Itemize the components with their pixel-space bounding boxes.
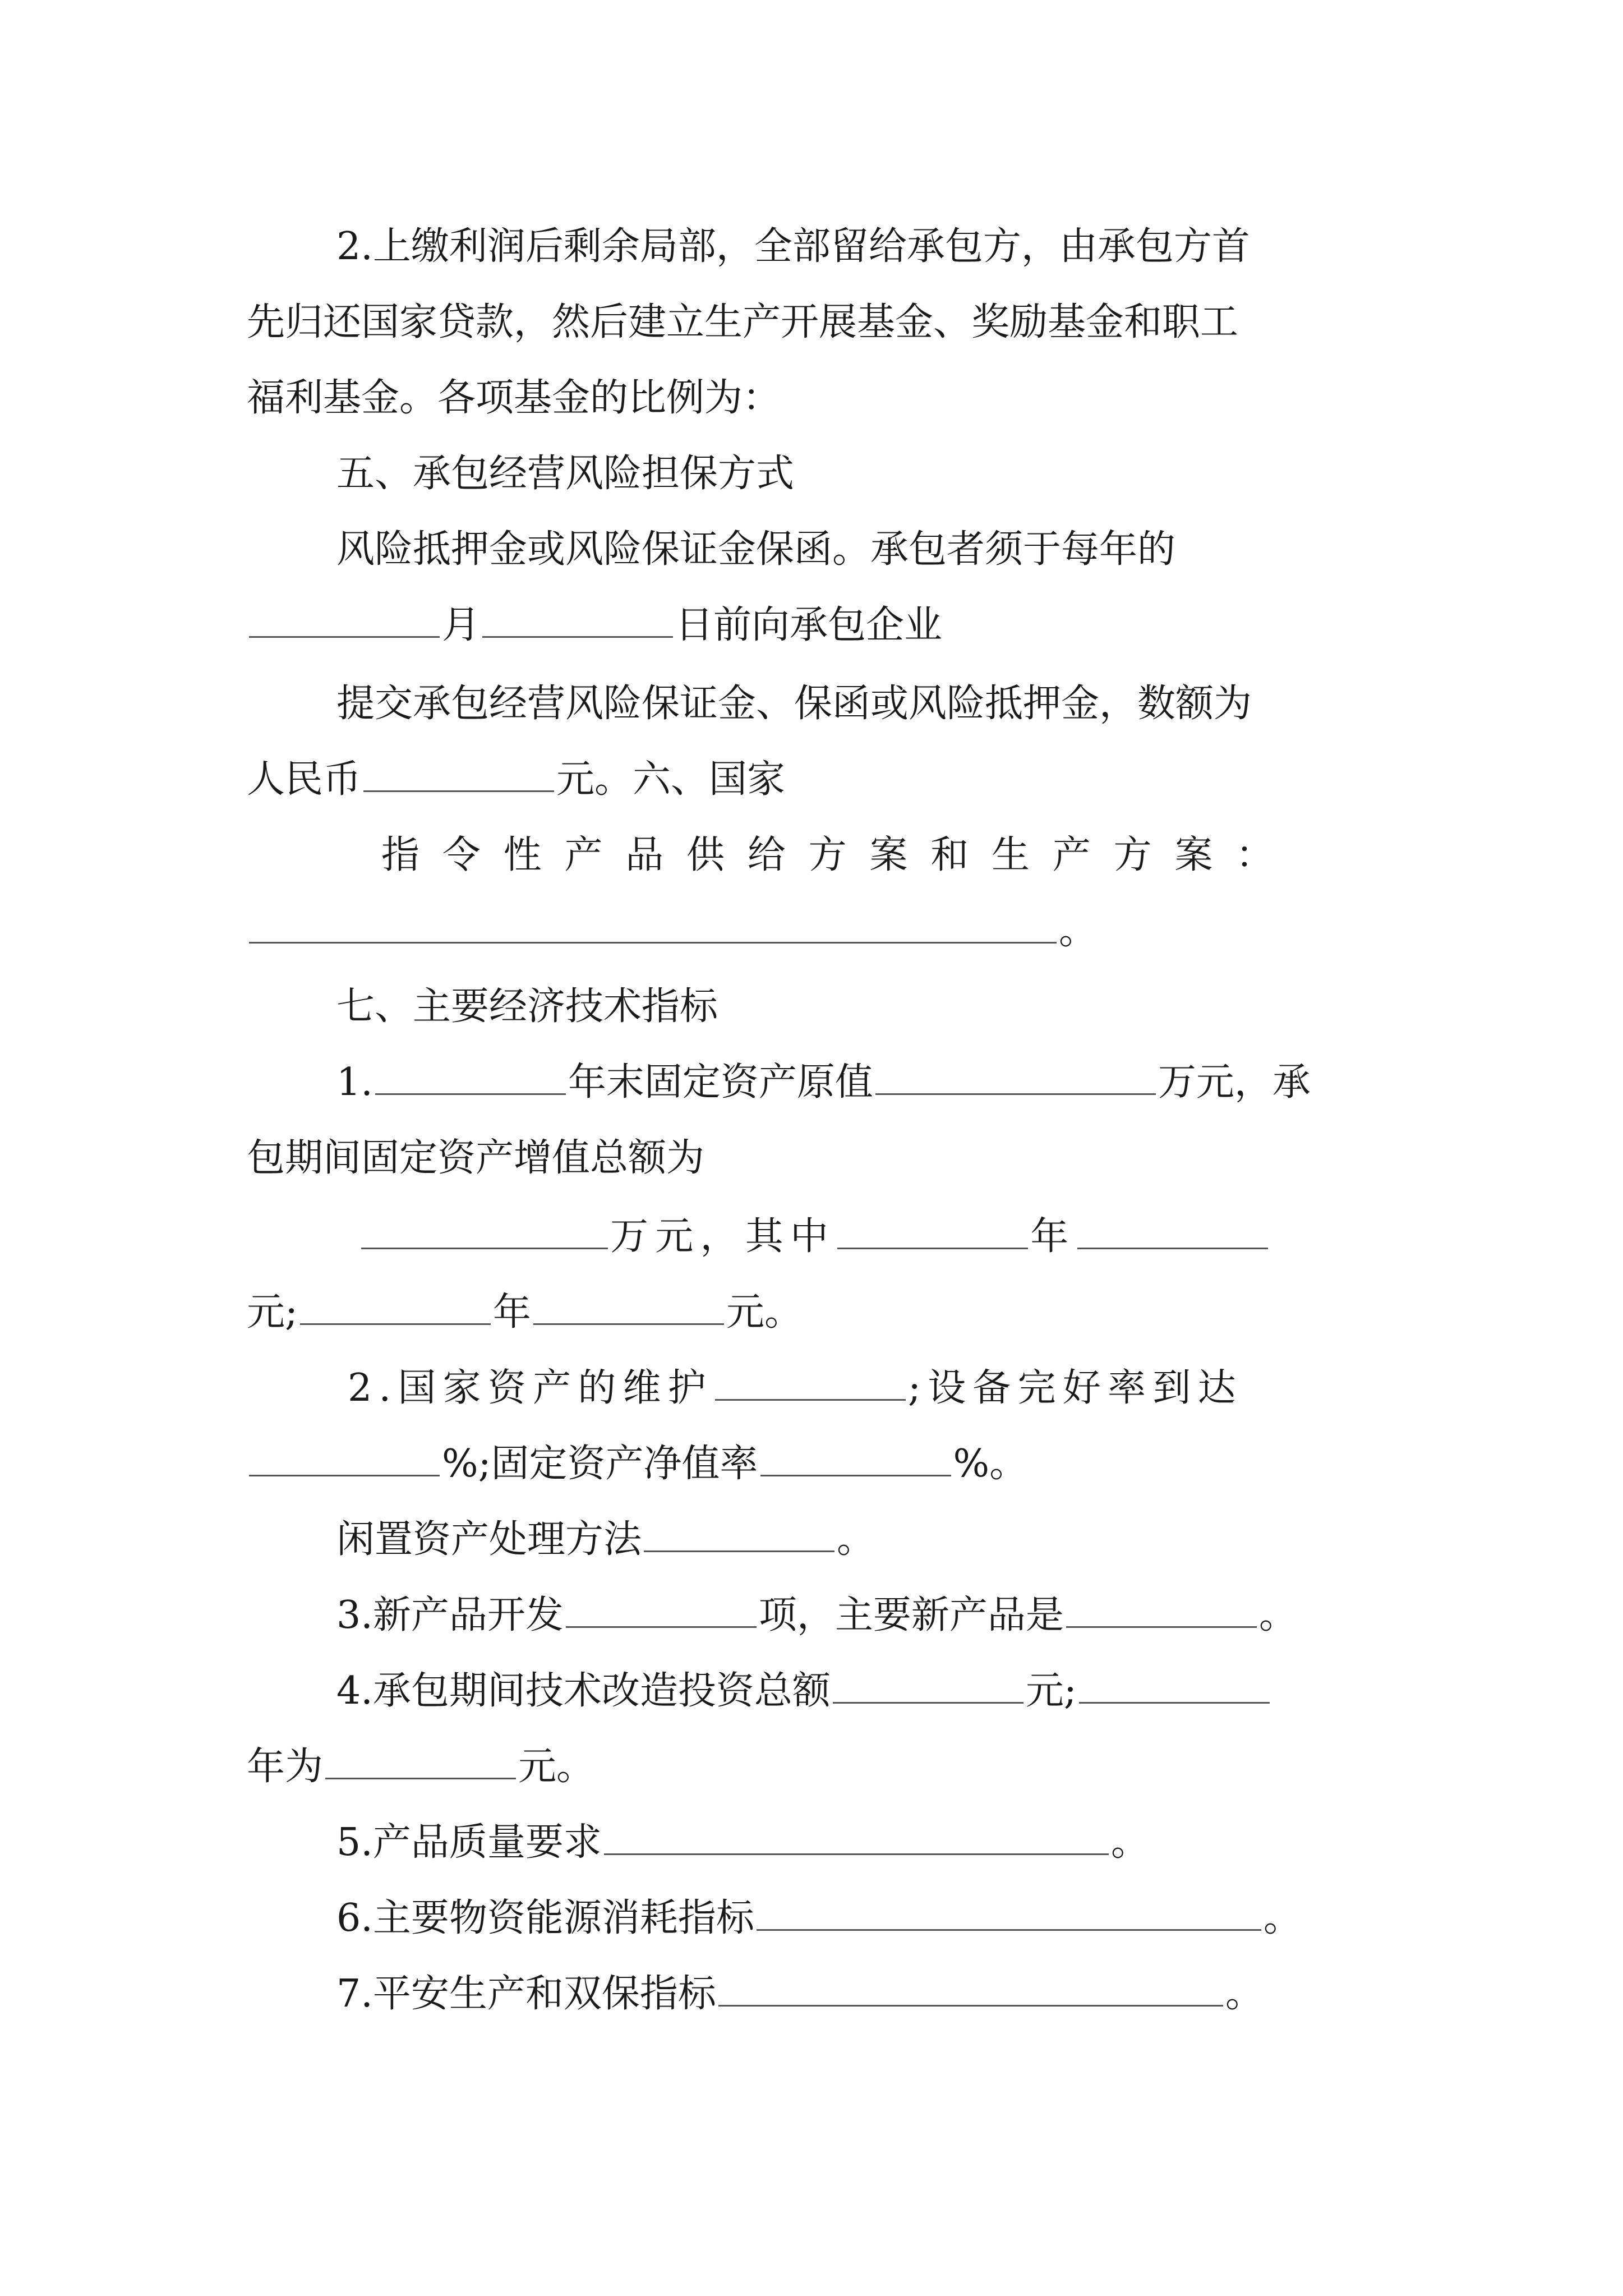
text-line — [0, 1512, 1623, 1568]
fill-in-blank[interactable] — [757, 1894, 1261, 1931]
fill-in-blank[interactable] — [760, 1440, 951, 1476]
text-line — [0, 1890, 1623, 1947]
text-line — [0, 1055, 1623, 1111]
text-line — [0, 1663, 1623, 1719]
text-line — [0, 1130, 1623, 1186]
text-segment: 先归还国家贷款，然后建立生产开展基金、奖励基金和职工 — [247, 300, 1239, 344]
text-segment: 。 — [1258, 1593, 1297, 1637]
text-segment: 日前向承包企业 — [675, 603, 943, 647]
text-segment: 元。六、国家 — [556, 757, 786, 802]
text-line — [0, 1739, 1623, 1795]
text-segment: 。 — [1110, 1820, 1149, 1865]
text-line — [0, 1360, 1623, 1416]
text-segment: 七、主要经济技术指标 — [336, 984, 718, 1029]
text-segment: 福利基金。各项基金的比例为： — [247, 376, 781, 420]
text-segment: 2.上缴利润后剩余局部，全部留给承包方，由承包方首 — [336, 224, 1250, 269]
text-line — [0, 522, 1623, 578]
text-line — [0, 446, 1623, 502]
text-segment: %。 — [953, 1442, 1028, 1486]
text-line — [0, 676, 1623, 732]
text-line — [0, 597, 1623, 654]
text-segment: 3.新产品开发 — [336, 1593, 564, 1637]
text-segment: 2.国家资产的维护 — [348, 1366, 713, 1410]
text-line — [0, 295, 1623, 351]
text-segment: 万元，承 — [1158, 1060, 1311, 1105]
text-segment: 闲置资产处理方法 — [336, 1517, 642, 1562]
fill-in-blank[interactable] — [249, 1440, 440, 1476]
fill-in-blank[interactable] — [249, 601, 440, 638]
fill-in-blank[interactable] — [325, 1743, 516, 1779]
text-segment: 包期间固定资产增值总额为 — [247, 1136, 705, 1180]
text-line — [0, 1285, 1623, 1341]
text-segment: 年末固定资产原值 — [568, 1060, 873, 1105]
text-segment: 4.承包期间技术改造投资总额 — [336, 1669, 831, 1713]
text-segment: 。 — [837, 1517, 875, 1562]
text-segment: 元。 — [726, 1290, 803, 1335]
text-segment: 年 — [1030, 1214, 1076, 1259]
text-line — [0, 370, 1623, 426]
fill-in-blank[interactable] — [361, 1213, 608, 1249]
text-segment: 元; — [247, 1290, 298, 1335]
text-segment: 年 — [492, 1290, 531, 1335]
text-line — [0, 827, 1623, 884]
fill-in-blank[interactable] — [1079, 1667, 1270, 1704]
text-line — [0, 979, 1623, 1035]
text-segment: 元; — [1025, 1669, 1077, 1713]
text-segment: 5.产品质量要求 — [336, 1820, 602, 1865]
text-line — [0, 1588, 1623, 1644]
text-line — [0, 1436, 1623, 1492]
text-segment: 风险抵押金或风险保证金保函。承包者须于每年的 — [336, 527, 1176, 572]
text-line — [0, 219, 1623, 275]
text-segment: 。 — [1059, 909, 1098, 953]
fill-in-blank[interactable] — [375, 1059, 566, 1095]
text-segment: 6.主要物资能源消耗指标 — [336, 1896, 754, 1940]
text-segment: 元。 — [518, 1745, 595, 1789]
fill-in-blank[interactable] — [566, 1591, 757, 1628]
text-segment: 1. — [336, 1060, 373, 1105]
fill-in-blank[interactable] — [1066, 1591, 1257, 1628]
text-segment: 7.平安生产和双保指标 — [336, 1972, 716, 2016]
fill-in-blank[interactable] — [644, 1516, 834, 1552]
text-line — [0, 752, 1623, 808]
fill-in-blank[interactable] — [249, 907, 1057, 944]
fill-in-blank[interactable] — [875, 1059, 1156, 1095]
text-line — [0, 1815, 1623, 1871]
text-segment: %;固定资产净值率 — [442, 1442, 758, 1486]
text-line — [0, 903, 1623, 959]
text-segment: 项，主要新产品是 — [758, 1593, 1064, 1637]
fill-in-blank[interactable] — [604, 1819, 1109, 1855]
fill-in-blank[interactable] — [363, 756, 554, 792]
fill-in-blank[interactable] — [533, 1289, 724, 1325]
text-segment: 。 — [1225, 1972, 1264, 2016]
text-segment: 指令性产品供给方案和生产方案： — [381, 833, 1297, 877]
text-segment: ;设备完好率到达 — [908, 1366, 1243, 1410]
fill-in-blank[interactable] — [837, 1213, 1028, 1249]
text-segment: 年为 — [247, 1745, 324, 1789]
fill-in-blank[interactable] — [718, 1970, 1223, 2007]
fill-in-blank[interactable] — [715, 1364, 906, 1401]
text-line — [0, 1966, 1623, 2022]
text-segment: 月 — [442, 603, 481, 647]
fill-in-blank[interactable] — [482, 601, 673, 638]
fill-in-blank[interactable] — [1077, 1213, 1268, 1249]
fill-in-blank[interactable] — [833, 1667, 1023, 1704]
fill-in-blank[interactable] — [300, 1289, 491, 1325]
text-segment: 万元，其中 — [610, 1214, 836, 1259]
text-segment: 人民币 — [247, 757, 362, 802]
text-line — [0, 1209, 1623, 1265]
text-segment: 提交承包经营风险保证金、保函或风险抵押金，数额为 — [336, 682, 1252, 726]
text-segment: 。 — [1263, 1896, 1302, 1940]
text-segment: 五、承包经营风险担保方式 — [336, 452, 795, 496]
